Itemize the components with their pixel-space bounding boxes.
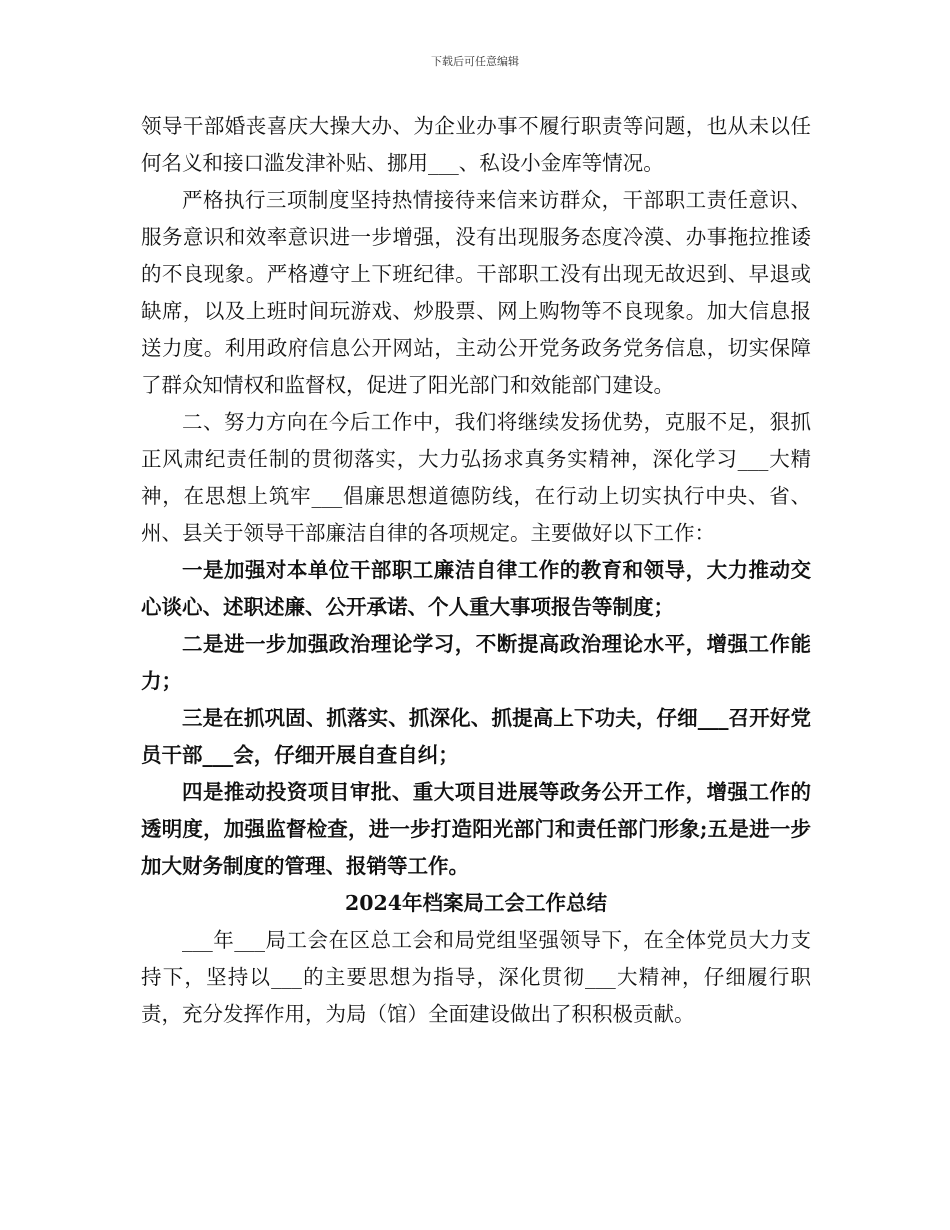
paragraph-item-four-five: 四是推动投资项目审批、重大项目进展等政务公开工作，增强工作的透明度，加强监督检查，进一步打造阳光部门和责任部门形象;五是进一步加大财务制度的管理、报销等工作。 [141, 780, 811, 878]
document-body [141, 108, 811, 1033]
section-body: ___年___局工会在区总工会和局党组坚强领导下，在全体党员大力支持下，坚持以___的主要思想为指导，深化贯彻___大精神，仔细履行职责，充分发挥作用，为局（馆）全面建设做出了积积极贡献。 [141, 928, 811, 1026]
paragraph-item-one: 一是加强对本单位干部职工廉洁自律工作的教育和领导，大力推动交心谈心、述职述廉、公开承诺、个人重大事项报告等制度； [141, 558, 811, 619]
page-header-note: 下载后可任意编辑 [431, 55, 519, 68]
paragraph-item-two: 二是进一步加强政治理论学习，不断提高政治理论水平，增强工作能力； [141, 632, 811, 693]
paragraph-continuation: 领导干部婚丧喜庆大操大办、为企业办事不履行职责等问题，也从未以任何名义和接口滥发津补贴、挪用___、私设小金库等情况。 [141, 114, 811, 175]
section-title: 2024年档案局工会工作总结 [344, 891, 608, 915]
paragraph-item-three: 三是在抓巩固、抓落实、抓深化、抓提高上下功夫，仔细___召开好党员干部___会，仔细开展自查自纠； [141, 706, 811, 767]
paragraph-future-direction: 二、努力方向在今后工作中，我们将继续发扬优势，克服不足，狠抓正风肃纪责任制的贯彻落实，大力弘扬求真务实精神，深化学习___大精神，在思想上筑牢___倡廉思想道德防线，在行动上切实执行中央、省、州、县关于领导干部廉洁自律的各项规定。主要做好以下工作： [141, 410, 811, 545]
paragraph-three-systems: 严格执行三项制度坚持热情接待来信来访群众，干部职工责任意识、服务意识和效率意识进一步增强，没有出现服务态度冷漠、办事拖拉推诿的不良现象。严格遵守上下班纪律。干部职工没有出现无故迟到、早退或缺席，以及上班时间玩游戏、炒股票、网上购物等不良现象。加大信息报送力度。利用政府信息公开网站，主动公开党务政务党务信息，切实保障了群众知情权和监督权，促进了阳光部门和效能部门建设。 [141, 188, 811, 397]
